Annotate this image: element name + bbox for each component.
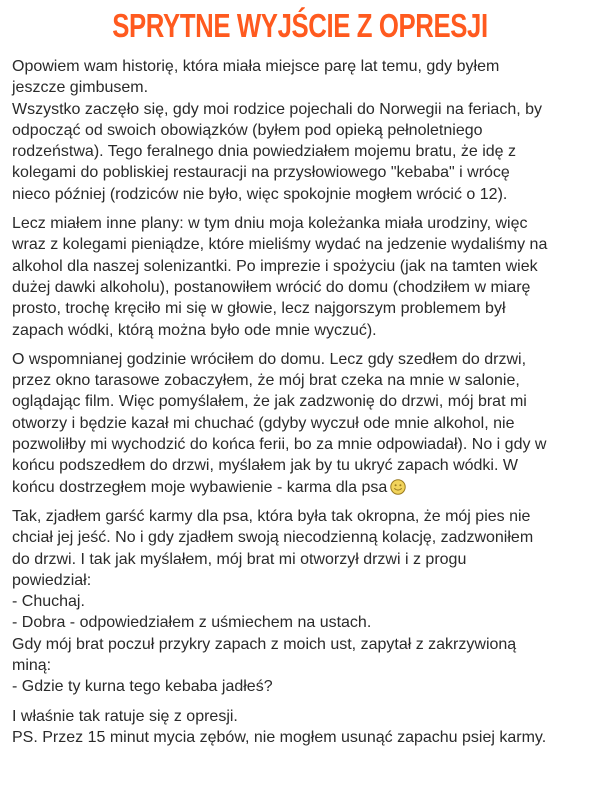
text-line: chciał jej jeść. No i gdy zjadłem swoją niecodzienną kolację, zadzwoniłem xyxy=(12,529,534,547)
story-body xyxy=(12,56,594,756)
text-line: - Gdzie ty kurna tego kebaba jadłeś? xyxy=(12,678,273,696)
text-line: kolegami do pobliskiej restauracji na przysłowiowego "kebaba" i wrócę xyxy=(12,164,510,182)
paragraph-3 xyxy=(12,349,594,498)
text-line: otworzy i będzie kazał mi chuchać (gdyby wyczuł ode mnie alkohol, nie xyxy=(12,414,515,432)
text-line: wraz z kolegami pieniądze, które mieliśmy wydać na jedzenie wydaliśmy na xyxy=(12,236,548,254)
text-line: I właśnie tak ratuje się z opresji. xyxy=(12,707,238,725)
text-line: przez okno tarasowe zobaczyłem, że mój brat czeka na mnie w salonie, xyxy=(12,372,520,390)
text-line: alkohol dla naszej solenizantki. Po imprezie i spożyciu (jak na tamten wiek xyxy=(12,257,538,275)
text-line: nieco później (rodziców nie było, więc spokojnie mogłem wrócić o 12). xyxy=(12,185,508,203)
text-line: oglądając film. Więc pomyślałem, że jak zadzwonię do drzwi, mój brat mi xyxy=(12,393,527,411)
text-line: rodzeństwa). Tego feralnego dnia powiedziałem mojemu bratu, że idę z xyxy=(12,143,516,161)
text-line: końcu podszedłem do drzwi, myślałem jak by tu ukryć zapach wódki. W xyxy=(12,457,518,475)
text-line: końcu dostrzegłem moje wybawienie - karma dla psa xyxy=(12,478,388,496)
page-title: SPRYTNE WYJŚCIE Z OPRESJI xyxy=(112,7,488,44)
text-line: - Dobra - odpowiedziałem z uśmiechem na ustach. xyxy=(12,614,372,632)
text-line: miną: xyxy=(12,657,52,675)
text-line: powiedział: xyxy=(12,571,92,589)
text-line: Opowiem wam historię, która miała miejsce parę lat temu, gdy byłem xyxy=(12,58,500,75)
text-line: PS. Przez 15 minut mycia zębów, nie mogłem usunąć zapachu psiej karmy. xyxy=(12,728,547,746)
text-line: do drzwi. I tak jak myślałem, mój brat mi otworzył drzwi i z progu xyxy=(12,550,467,568)
paragraph-5 xyxy=(12,706,594,749)
smiley-face-icon xyxy=(390,479,406,495)
text-line-with-emoji xyxy=(12,477,594,498)
text-line: dużej dawki alkoholu), postanowiłem wrócić do domu (chodziłem w miarę xyxy=(12,278,531,296)
text-line: - Chuchaj. xyxy=(12,593,85,611)
text-line: O wspomnianej godzinie wróciłem do domu. Lecz gdy szedłem do drzwi, xyxy=(12,350,527,368)
text-line: pozwoliłby mi wychodzić do końca ferii, bo za mnie odpowiadał). No i gdy w xyxy=(12,436,547,454)
paragraph-2 xyxy=(12,213,594,341)
text-line: Lecz miałem inne plany: w tym dniu moja koleżanka miała urodziny, więc xyxy=(12,215,528,233)
paragraph-1 xyxy=(12,56,594,205)
text-line: jeszcze gimbusem. xyxy=(12,79,149,97)
text-line: zapach wódki, którą można było ode mnie wyczuć). xyxy=(12,321,377,339)
text-line: Wszystko zaczęło się, gdy moi rodzice pojechali do Norwegii na feriach, by xyxy=(12,100,543,118)
text-line: prosto, trochę kręciło mi się w głowie, lecz najgorszym problemem był xyxy=(12,300,506,318)
paragraph-4 xyxy=(12,506,594,698)
text-line: odpocząć od swoich obowiązków (byłem pod opieką pełnoletniego xyxy=(12,121,483,139)
text-line: Gdy mój brat poczuł przykry zapach z moich ust, zapytał z zakrzywioną xyxy=(12,635,517,653)
text-line: Tak, zjadłem garść karmy dla psa, która była tak okropna, że mój pies nie xyxy=(12,507,531,525)
